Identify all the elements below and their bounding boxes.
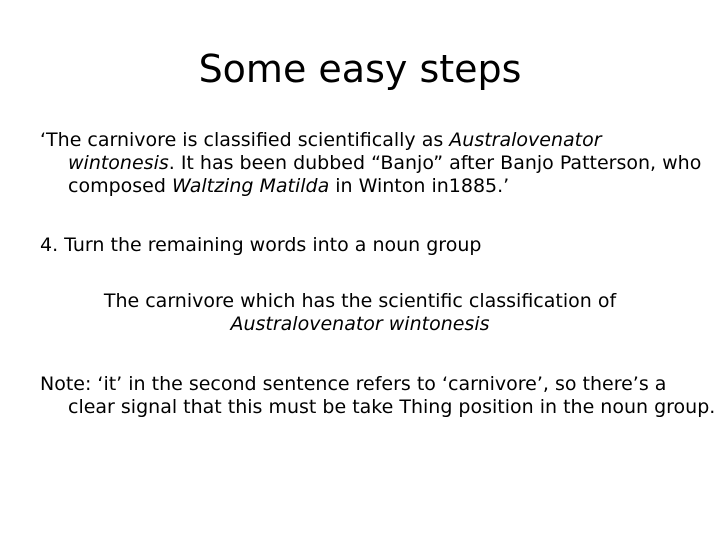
note-paragraph: Note: ‘it’ in the second sentence refers to ‘carnivore’, so there’s a clear signal that this must be take Thing position in the noun group. <box>40 373 716 418</box>
quote-text-2: . It has been dubbed “Banjo” after Banjo Patterson, who composed <box>68 152 702 197</box>
song-title: Waltzing Matilda <box>171 175 330 197</box>
species-name: Australovenator wintonesis <box>68 129 602 174</box>
quote-paragraph <box>40 129 704 198</box>
step-instruction: 4. Turn the remaining words into a noun group <box>40 234 482 256</box>
quote-text-3: in Winton in1885.’ <box>329 175 510 197</box>
slide-title: Some easy steps <box>198 47 522 91</box>
noun-group-example <box>80 290 640 336</box>
quote-text-1: ‘The carnivore is classified scientifically as <box>40 129 450 151</box>
noun-group-line-2: Australovenator wintonesis <box>230 313 490 335</box>
noun-group-line-1: The carnivore which has the scientific classification of <box>103 290 617 312</box>
